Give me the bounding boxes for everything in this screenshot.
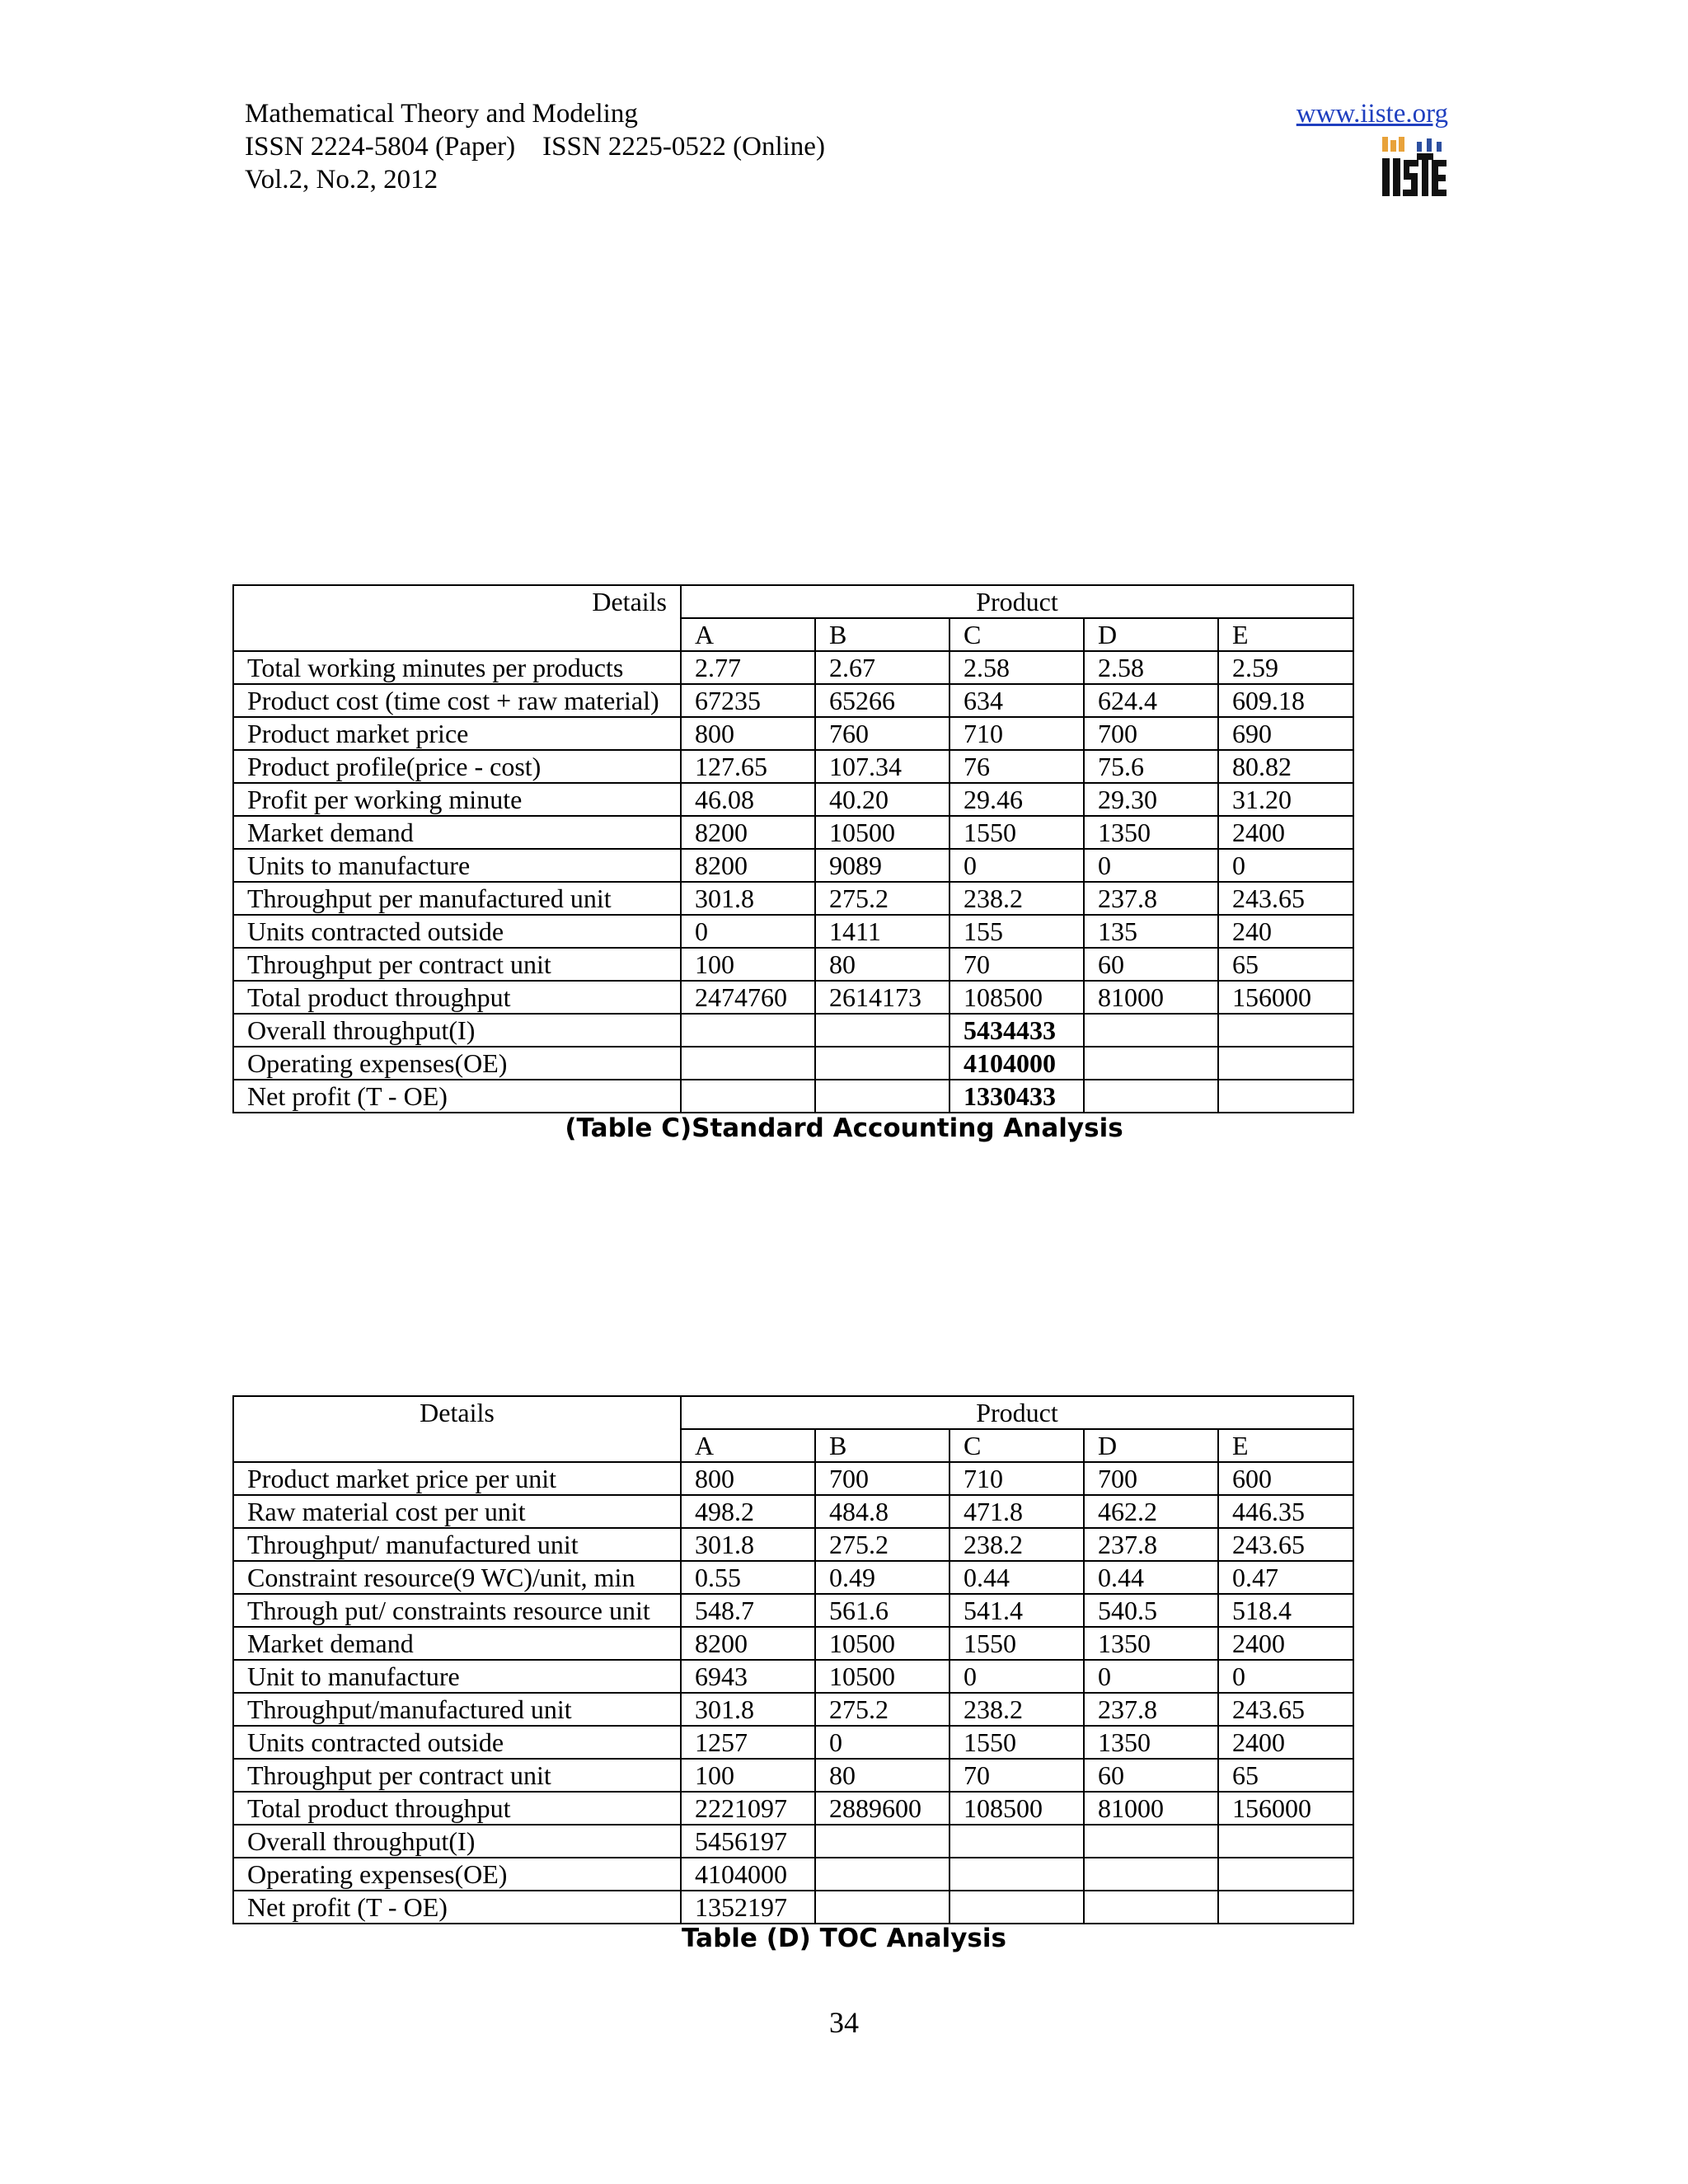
table-cell <box>815 1047 950 1080</box>
table-row <box>233 849 1353 882</box>
table-header-row <box>233 1396 1353 1429</box>
table-cell: 156000 <box>1218 981 1353 1014</box>
table-row <box>233 1462 1353 1495</box>
table-cell <box>950 1858 1084 1891</box>
column-header: C <box>950 618 1084 651</box>
table-row <box>233 882 1353 915</box>
table-cell: 100 <box>681 1759 815 1792</box>
table-cell: 700 <box>1084 1462 1218 1495</box>
table-row <box>233 1693 1353 1726</box>
table-cell: 0 <box>1218 849 1353 882</box>
table-cell: 301.8 <box>681 882 815 915</box>
journal-title: Mathematical Theory and Modeling <box>245 99 638 129</box>
column-header: B <box>815 618 950 651</box>
column-header: E <box>1218 1429 1353 1462</box>
table-cell: 29.46 <box>950 783 1084 816</box>
row-label: Units contracted outside <box>233 915 681 948</box>
table-cell: 70 <box>950 1759 1084 1792</box>
page-header <box>245 97 1448 221</box>
table-cell: 5456197 <box>681 1825 815 1858</box>
table-cell: 446.35 <box>1218 1495 1353 1528</box>
row-label: Unit to manufacture <box>233 1660 681 1693</box>
row-label: Throughput per contract unit <box>233 948 681 981</box>
table-toc-analysis <box>232 1395 1354 1924</box>
table-cell <box>1218 1825 1353 1858</box>
table-cell: 237.8 <box>1084 882 1218 915</box>
table-header-row <box>233 585 1353 618</box>
table-cell <box>1084 1047 1218 1080</box>
table-cell: 275.2 <box>815 882 950 915</box>
table-cell: 0 <box>1084 849 1218 882</box>
row-label: Product market price per unit <box>233 1462 681 1495</box>
table-cell: 700 <box>1084 717 1218 750</box>
table-cell: 2221097 <box>681 1792 815 1825</box>
product-header: Product <box>681 585 1353 618</box>
table-row <box>233 816 1353 849</box>
table-caption: Table (D) TOC Analysis <box>682 1924 1006 1953</box>
table-cell: 31.20 <box>1218 783 1353 816</box>
row-label: Units contracted outside <box>233 1726 681 1759</box>
table-cell: 541.4 <box>950 1594 1084 1627</box>
table-cell: 80.82 <box>1218 750 1353 783</box>
table-cell: 29.30 <box>1084 783 1218 816</box>
table-cell: 2.58 <box>1084 651 1218 684</box>
table-cell: 5434433 <box>950 1014 1084 1047</box>
table-cell: 0.44 <box>1084 1561 1218 1594</box>
table-cell: 60 <box>1084 948 1218 981</box>
table-cell: 1352197 <box>681 1891 815 1924</box>
row-label: Throughput/ manufactured unit <box>233 1528 681 1561</box>
table-cell: 240 <box>1218 915 1353 948</box>
column-header: E <box>1218 618 1353 651</box>
table-row <box>233 1495 1353 1528</box>
table-standard-accounting <box>232 584 1354 1113</box>
table-cell: 81000 <box>1084 1792 1218 1825</box>
table-cell: 0.55 <box>681 1561 815 1594</box>
table-cell: 46.08 <box>681 783 815 816</box>
row-label: Profit per working minute <box>233 783 681 816</box>
row-label: Product market price <box>233 717 681 750</box>
column-header: C <box>950 1429 1084 1462</box>
table-cell: 2.58 <box>950 651 1084 684</box>
table-row <box>233 1858 1353 1891</box>
table-cell: 0 <box>815 1726 950 1759</box>
table-cell: 634 <box>950 684 1084 717</box>
table-cell: 690 <box>1218 717 1353 750</box>
column-header: A <box>681 618 815 651</box>
table-row <box>233 750 1353 783</box>
row-label: Total working minutes per products <box>233 651 681 684</box>
table-cell <box>815 1858 950 1891</box>
table-cell: 710 <box>950 1462 1084 1495</box>
table-cell: 800 <box>681 1462 815 1495</box>
table-cell: 80 <box>815 948 950 981</box>
table-cell: 243.65 <box>1218 1693 1353 1726</box>
table-cell: 238.2 <box>950 1693 1084 1726</box>
table-cell: 800 <box>681 717 815 750</box>
table-cell: 60 <box>1084 1759 1218 1792</box>
table-row <box>233 1825 1353 1858</box>
row-label: Market demand <box>233 1627 681 1660</box>
table-cell: 275.2 <box>815 1693 950 1726</box>
table-cell: 2.67 <box>815 651 950 684</box>
row-label: Total product throughput <box>233 981 681 1014</box>
row-label: Throughput per manufactured unit <box>233 882 681 915</box>
table-cell: 155 <box>950 915 1084 948</box>
table-row <box>233 1759 1353 1792</box>
table-cell: 108500 <box>950 981 1084 1014</box>
table-cell: 2474760 <box>681 981 815 1014</box>
table-cell <box>1084 1825 1218 1858</box>
table-cell <box>1218 1014 1353 1047</box>
iiste-logo-icon <box>1379 135 1448 199</box>
table-cell: 81000 <box>1084 981 1218 1014</box>
row-label: Overall throughput(I) <box>233 1014 681 1047</box>
details-header: Details <box>233 585 681 651</box>
table-cell: 135 <box>1084 915 1218 948</box>
table-cell: 2.59 <box>1218 651 1353 684</box>
product-header: Product <box>681 1396 1353 1429</box>
row-label: Through put/ constraints resource unit <box>233 1594 681 1627</box>
table-cell: 80 <box>815 1759 950 1792</box>
table-cell: 2614173 <box>815 981 950 1014</box>
table-cell <box>1218 1047 1353 1080</box>
row-label: Constraint resource(9 WC)/unit, min <box>233 1561 681 1594</box>
details-header: Details <box>233 1396 681 1462</box>
table-cell: 0.44 <box>950 1561 1084 1594</box>
row-label: Raw material cost per unit <box>233 1495 681 1528</box>
table-cell: 238.2 <box>950 1528 1084 1561</box>
table-row <box>233 717 1353 750</box>
table-cell: 243.65 <box>1218 882 1353 915</box>
table-cell: 301.8 <box>681 1693 815 1726</box>
row-label: Operating expenses(OE) <box>233 1858 681 1891</box>
table-row <box>233 1627 1353 1660</box>
table-cell: 0.47 <box>1218 1561 1353 1594</box>
table-cell: 65 <box>1218 1759 1353 1792</box>
table-row <box>233 684 1353 717</box>
table-cell: 0 <box>1218 1660 1353 1693</box>
iiste-logo <box>1379 135 1448 199</box>
table-cell: 1550 <box>950 1627 1084 1660</box>
header-right <box>1296 97 1448 204</box>
table-cell: 1350 <box>1084 1627 1218 1660</box>
table-cell: 76 <box>950 750 1084 783</box>
row-label: Total product throughput <box>233 1792 681 1825</box>
table-cell: 10500 <box>815 1660 950 1693</box>
table-cell: 8200 <box>681 1627 815 1660</box>
table-cell: 1350 <box>1084 1726 1218 1759</box>
table-cell: 2400 <box>1218 1726 1353 1759</box>
row-label: Operating expenses(OE) <box>233 1047 681 1080</box>
table-cell: 9089 <box>815 849 950 882</box>
table-cell: 462.2 <box>1084 1495 1218 1528</box>
table-cell: 237.8 <box>1084 1528 1218 1561</box>
table-row <box>233 1561 1353 1594</box>
table-body <box>233 651 1353 1113</box>
table-cell: 1330433 <box>950 1080 1084 1113</box>
table-cell: 2889600 <box>815 1792 950 1825</box>
table-cell: 760 <box>815 717 950 750</box>
table-cell: 70 <box>950 948 1084 981</box>
table-cell: 275.2 <box>815 1528 950 1561</box>
table-row <box>233 1528 1353 1561</box>
table-cell: 8200 <box>681 816 815 849</box>
row-label: Market demand <box>233 816 681 849</box>
table-cell: 6943 <box>681 1660 815 1693</box>
table-row <box>233 1726 1353 1759</box>
table-cell: 4104000 <box>950 1047 1084 1080</box>
table-cell: 548.7 <box>681 1594 815 1627</box>
table-cell: 156000 <box>1218 1792 1353 1825</box>
table-cell: 8200 <box>681 849 815 882</box>
table-cell: 540.5 <box>1084 1594 1218 1627</box>
table-cell: 107.34 <box>815 750 950 783</box>
table-cell <box>950 1825 1084 1858</box>
table-cell: 2.77 <box>681 651 815 684</box>
table-cell: 65 <box>1218 948 1353 981</box>
issn-line: ISSN 2224-5804 (Paper) ISSN 2225-0522 (Online) <box>245 132 825 162</box>
table-cell: 0 <box>950 849 1084 882</box>
table-cell <box>1084 1014 1218 1047</box>
table-cell: 710 <box>950 717 1084 750</box>
table-cell <box>681 1014 815 1047</box>
table-cell: 624.4 <box>1084 684 1218 717</box>
table-cell: 10500 <box>815 816 950 849</box>
table-cell: 10500 <box>815 1627 950 1660</box>
table-cell: 40.20 <box>815 783 950 816</box>
table-row <box>233 1660 1353 1693</box>
table-row <box>233 783 1353 816</box>
table-cell: 127.65 <box>681 750 815 783</box>
row-label: Product profile(price - cost) <box>233 750 681 783</box>
row-label: Net profit (T - OE) <box>233 1891 681 1924</box>
table-cell <box>1084 1080 1218 1113</box>
table-cell <box>1218 1891 1353 1924</box>
table-cell: 609.18 <box>1218 684 1353 717</box>
table-cell: 301.8 <box>681 1528 815 1561</box>
column-header: B <box>815 1429 950 1462</box>
table-row <box>233 1594 1353 1627</box>
table-cell: 1550 <box>950 1726 1084 1759</box>
table-cell: 0 <box>950 1660 1084 1693</box>
table-cell: 65266 <box>815 684 950 717</box>
table-cell: 498.2 <box>681 1495 815 1528</box>
table-cell: 67235 <box>681 684 815 717</box>
table-row <box>233 915 1353 948</box>
table-cell: 0.49 <box>815 1561 950 1594</box>
table-cell: 100 <box>681 948 815 981</box>
table-cell: 1550 <box>950 816 1084 849</box>
table-cell: 2400 <box>1218 1627 1353 1660</box>
table-cell <box>815 1825 950 1858</box>
table-cell: 484.8 <box>815 1495 950 1528</box>
table-cell <box>1084 1891 1218 1924</box>
table-cell: 243.65 <box>1218 1528 1353 1561</box>
table-cell: 75.6 <box>1084 750 1218 783</box>
table-row <box>233 1014 1353 1047</box>
table-caption: (Table C)Standard Accounting Analysis <box>565 1113 1123 1143</box>
row-label: Units to manufacture <box>233 849 681 882</box>
table-cell: 2400 <box>1218 816 1353 849</box>
website-link[interactable]: www.iiste.org <box>1296 99 1448 129</box>
table-cell: 108500 <box>950 1792 1084 1825</box>
table-cell <box>1218 1858 1353 1891</box>
table-cell: 238.2 <box>950 882 1084 915</box>
row-label: Net profit (T - OE) <box>233 1080 681 1113</box>
table-cell: 600 <box>1218 1462 1353 1495</box>
table-cell: 518.4 <box>1218 1594 1353 1627</box>
column-header: A <box>681 1429 815 1462</box>
row-label: Overall throughput(I) <box>233 1825 681 1858</box>
table-row <box>233 1891 1353 1924</box>
table-cell: 237.8 <box>1084 1693 1218 1726</box>
table-row <box>233 1080 1353 1113</box>
table-cell: 700 <box>815 1462 950 1495</box>
row-label: Product cost (time cost + raw material) <box>233 684 681 717</box>
page-number: 34 <box>829 2006 859 2039</box>
column-header: D <box>1084 618 1218 651</box>
volume-line: Vol.2, No.2, 2012 <box>245 165 438 194</box>
table-cell <box>681 1047 815 1080</box>
table-cell <box>1084 1858 1218 1891</box>
column-header: D <box>1084 1429 1218 1462</box>
table-row <box>233 948 1353 981</box>
table-cell: 0 <box>1084 1660 1218 1693</box>
table-cell: 1411 <box>815 915 950 948</box>
table-cell: 1257 <box>681 1726 815 1759</box>
row-label: Throughput per contract unit <box>233 1759 681 1792</box>
table-body <box>233 1462 1353 1924</box>
table-cell: 561.6 <box>815 1594 950 1627</box>
table-cell <box>815 1891 950 1924</box>
table-cell <box>1218 1080 1353 1113</box>
table-cell <box>681 1080 815 1113</box>
table-cell <box>815 1080 950 1113</box>
table-cell: 4104000 <box>681 1858 815 1891</box>
table-cell: 471.8 <box>950 1495 1084 1528</box>
table-cell <box>815 1014 950 1047</box>
table-cell <box>950 1891 1084 1924</box>
table-cell: 1350 <box>1084 816 1218 849</box>
table-row <box>233 651 1353 684</box>
table-row <box>233 1047 1353 1080</box>
table-cell: 0 <box>681 915 815 948</box>
table-row <box>233 981 1353 1014</box>
table-row <box>233 1792 1353 1825</box>
row-label: Throughput/manufactured unit <box>233 1693 681 1726</box>
